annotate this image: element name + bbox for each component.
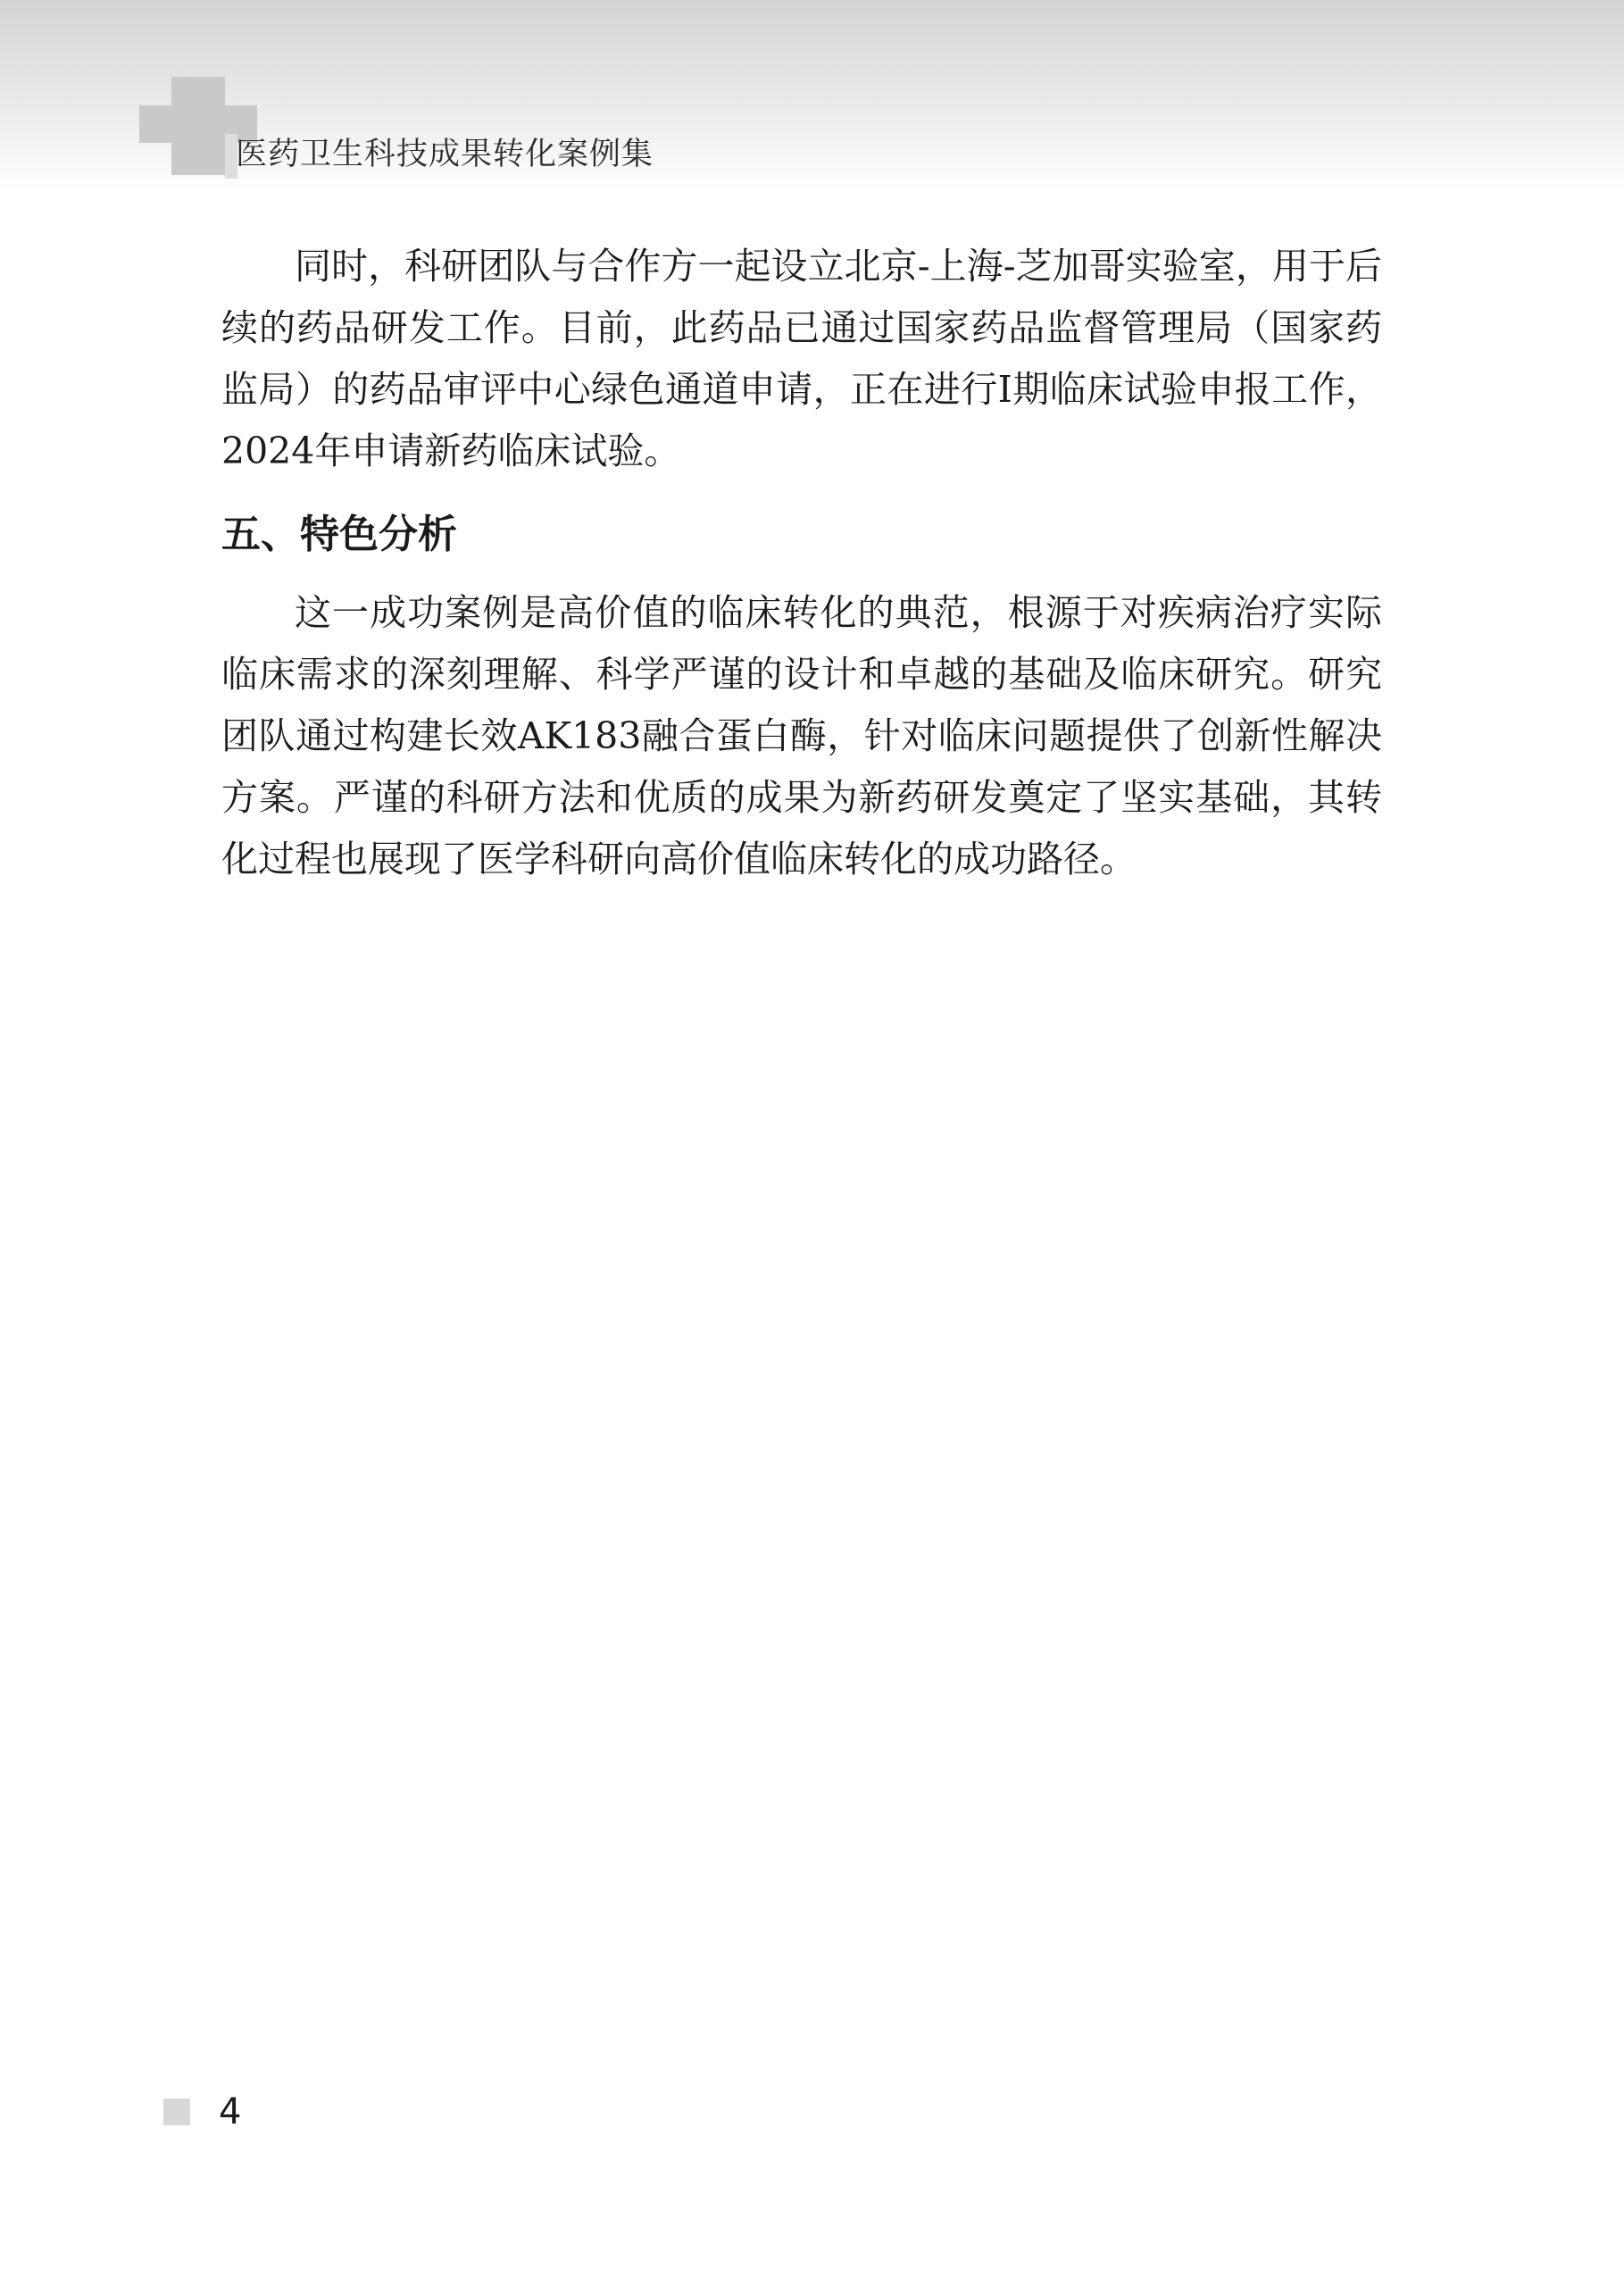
paragraph-feature-analysis: 这一成功案例是高价值的临床转化的典范，根源于对疾病治疗实际临床需求的深刻理解、科学严谨的设计和卓越的基础及临床研究。研究团队通过构建长效AK183融合蛋白酶，针对临床问题提供了创新性解决方案。严谨的科研方法和优质的成果为新药研发奠定了坚实基础，其转化过程也展现了医学科研向高价值临床转化的成功路径。	[221, 591, 1382, 880]
running-title: 医药卫生科技成果转化案例集	[236, 137, 654, 172]
footer-square-marker	[163, 2099, 190, 2125]
page-number: 4	[219, 2091, 242, 2132]
page-content	[221, 236, 1382, 890]
paragraph-lab-and-trial: 同时，科研团队与合作方一起设立北京-上海-芝加哥实验室，用于后续的药品研发工作。目前，此药品已通过国家药品监督管理局（国家药监局）的药品审评中心绿色通道申请，正在进行Ⅰ期临床试验申报工作，2024年申请新药临床试验。	[221, 245, 1382, 472]
section-heading: 五、特色分析	[221, 512, 457, 557]
